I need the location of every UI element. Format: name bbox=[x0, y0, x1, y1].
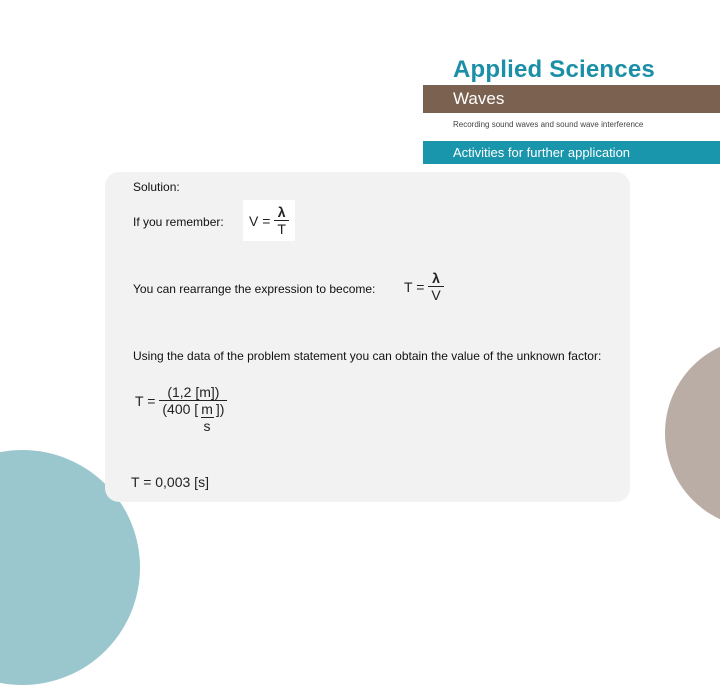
equation-numerator: (1,2 [m]) bbox=[167, 384, 220, 400]
equation-lhs: T = bbox=[135, 393, 156, 409]
rearrange-label: You can rearrange the expression to become: bbox=[133, 282, 376, 296]
equation-numerator: λ bbox=[432, 270, 440, 286]
equation-fraction bbox=[274, 204, 289, 237]
equation-denominator: V bbox=[428, 286, 443, 303]
equation-denominator: T bbox=[274, 220, 289, 237]
section-title-bar: Waves bbox=[423, 85, 720, 113]
data-instruction: Using the data of the problem statement you can obtain the value of the unknown factor: bbox=[133, 349, 602, 363]
equation-numerator: λ bbox=[277, 204, 286, 220]
unit-numerator: m bbox=[201, 401, 213, 417]
velocity-equation bbox=[243, 200, 295, 241]
unit-denominator: s bbox=[201, 417, 214, 434]
equation-fraction bbox=[428, 270, 443, 303]
denominator-prefix: (400 [ bbox=[162, 401, 199, 417]
remember-label: If you remember: bbox=[133, 215, 224, 229]
section-subtitle: Recording sound waves and sound wave interference bbox=[453, 120, 644, 129]
equation-lhs: T = bbox=[404, 278, 425, 295]
activities-bar: Activities for further application bbox=[423, 141, 720, 164]
substitution-equation bbox=[135, 384, 227, 434]
result-equation: T = 0,003 [s] bbox=[131, 474, 209, 490]
unit-fraction bbox=[198, 401, 216, 434]
brand-title: Applied Sciences bbox=[453, 56, 655, 83]
equation-denominator bbox=[159, 400, 227, 434]
period-equation bbox=[404, 270, 444, 303]
decorative-taupe-circle bbox=[665, 338, 720, 528]
denominator-suffix: ]) bbox=[215, 401, 225, 417]
solution-label: Solution: bbox=[133, 180, 180, 194]
equation-lhs: V = bbox=[249, 212, 271, 229]
equation-fraction bbox=[159, 384, 227, 434]
